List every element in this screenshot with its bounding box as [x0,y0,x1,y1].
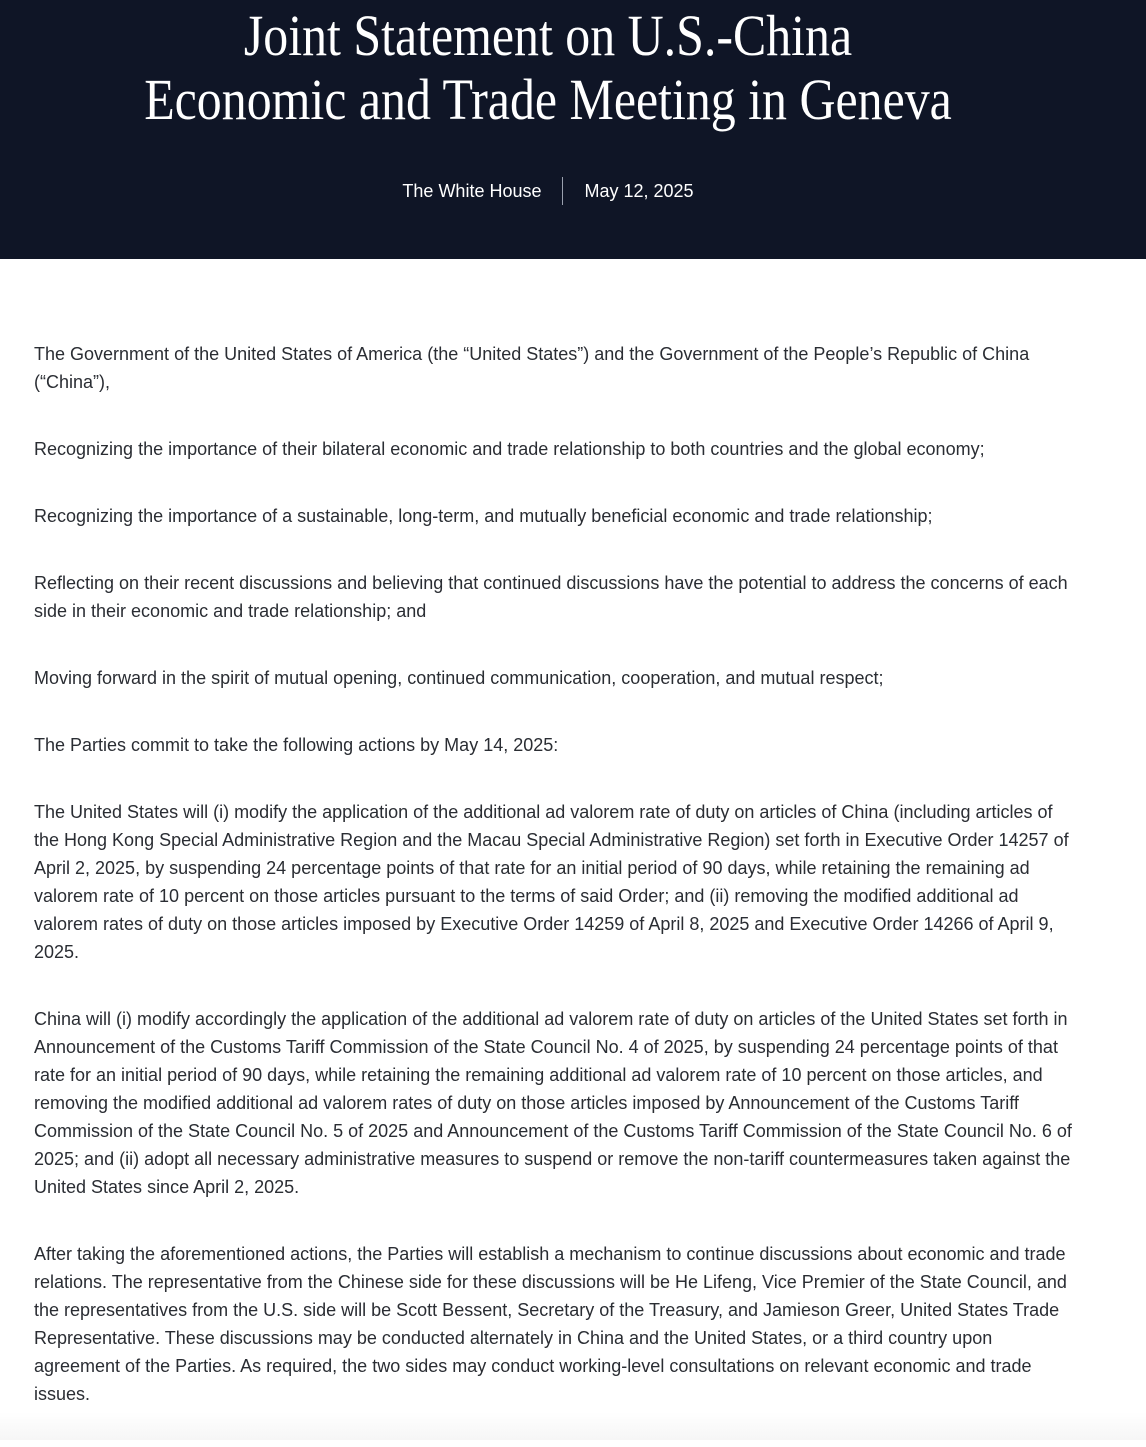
paragraph-moving-forward: Moving forward in the spirit of mutual opening, continued communication, cooperation, and mutual respect; [34,668,884,688]
paragraph-reflecting: Reflecting on their recent discussions and believing that continued discussions have the potential to address the concerns of each side in their economic and trade relationship; and [34,573,1068,621]
page-title-line-1: Joint Statement on U.S.-China [243,3,853,68]
paragraph-parties: The Government of the United States of America (the “United States”) and the Government of the People’s Republic of China (“China”), [34,344,1030,392]
paragraph-china-actions: China will (i) modify accordingly the application of the additional ad valorem rate of duty on articles of the United States set forth in Announcement of the Customs Tariff Commission of the State Council No. 4 of 2025, by suspending 24 percentage points of that rate for an initial period of 90 days, while retaining the remaining additional ad valorem rate of 10 percent on those articles, and removing the modified additional ad valorem rates of duty on those articles imposed by Announcement of the Customs Tariff Commission of the State Council No. 5 of 2025 and Announcement of the Customs Tariff Commission of the State Council No. 6 of 2025; and (ii) adopt all necessary administrative measures to suspend or remove the non-tariff countermeasures taken against the United States since April 2, 2025. [34,1009,1072,1197]
author-label: The White House [402,180,542,201]
paragraph-commitment: The Parties commit to take the following actions by May 14, 2025: [34,735,559,755]
paragraph-recognizing-bilateral: Recognizing the importance of their bilateral economic and trade relationship to both countries and the global economy; [34,439,985,459]
bottom-fade [0,1412,1146,1440]
publish-date: May 12, 2025 [584,180,694,201]
page-title-line-2: Economic and Trade Meeting in Geneva [144,67,952,132]
paragraph-united-states-actions: The United States will (i) modify the application of the additional ad valorem rate of duty on articles of China (including articles of the Hong Kong Special Administrative Region and the Macau Special Administrative Region) set forth in Executive Order 14257 of April 2, 2025, by suspending 24 percentage points of that rate for an initial period of 90 days, while retaining the remaining ad valorem rate of 10 percent on those articles pursuant to the terms of said Order; and (ii) removing the modified additional ad valorem rates of duty on those articles imposed by Executive Order 14259 of April 8, 2025 and Executive Order 14266 of April 9, 2025. [34,802,1069,962]
paragraph-recognizing-sustainable: Recognizing the importance of a sustainable, long-term, and mutually beneficial economic and trade relationship; [34,506,933,526]
paragraph-mechanism: After taking the aforementioned actions, the Parties will establish a mechanism to continue discussions about economic and trade relations. The representative from the Chinese side for these discussions will be He Lifeng, Vice Premier of the State Council, and the representatives from the U.S. side will be Scott Bessent, Secretary of the Treasury, and Jamieson Greer, United States Trade Representative. These discussions may be conducted alternately in China and the United States, or a third country upon agreement of the Parties. As required, the two sides may conduct working-level consultations on relevant economic and trade issues. [34,1244,1067,1404]
